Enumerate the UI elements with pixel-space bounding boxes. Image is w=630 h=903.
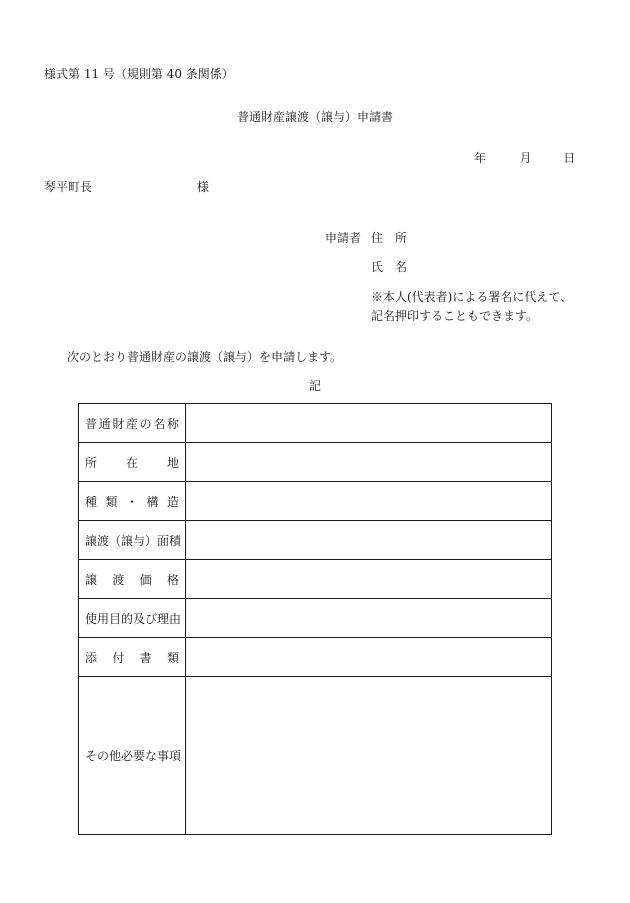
row-label-cell — [79, 443, 186, 482]
row-value-cell[interactable] — [186, 521, 552, 560]
row-label: 所 在 地 — [85, 455, 179, 470]
addressee-honorific: 様 — [197, 180, 210, 194]
row-label-cell — [79, 560, 186, 599]
row-label: 譲渡（譲与）面積 — [85, 533, 182, 548]
row-value-cell[interactable] — [186, 443, 552, 482]
signature-note-line1: ※本人(代表者)による署名に代えて、 — [371, 290, 573, 304]
table-row — [79, 677, 552, 835]
row-value-cell[interactable] — [186, 599, 552, 638]
date-line — [474, 151, 575, 165]
row-label: 普 通 財 産 の 名 称 — [85, 416, 179, 431]
address-label: 住 所 — [371, 231, 408, 245]
row-label-cell — [79, 404, 186, 443]
application-table — [78, 403, 552, 835]
ki-heading: 記 — [308, 379, 321, 393]
table-row — [79, 638, 552, 677]
row-value-cell[interactable] — [186, 404, 552, 443]
table-row — [79, 443, 552, 482]
row-label-cell — [79, 638, 186, 677]
date-day: 日 — [563, 151, 576, 165]
row-value-cell[interactable] — [186, 677, 552, 835]
table-row — [79, 560, 552, 599]
table-row — [79, 404, 552, 443]
row-label-cell — [79, 599, 186, 638]
table-row — [79, 482, 552, 521]
date-month: 月 — [519, 151, 532, 165]
row-label-cell — [79, 482, 186, 521]
row-label: その他必要な事項 — [85, 749, 182, 763]
form-number: 様式第 11 号（規則第 40 条関係） — [44, 67, 234, 81]
row-value-cell[interactable] — [186, 560, 552, 599]
date-year: 年 — [474, 151, 487, 165]
addressee-name: 琴平町長 — [44, 180, 93, 194]
form-title: 普通財産譲渡（譲与）申請書 — [236, 110, 393, 124]
addressee — [44, 180, 210, 194]
row-label-cell — [79, 521, 186, 560]
table-row — [79, 521, 552, 560]
row-label-cell — [79, 677, 186, 835]
row-label: 種 類 ・ 構 造 — [85, 494, 179, 509]
row-label: 使用目的及び理由 — [85, 611, 182, 626]
intro-text: 次のとおり普通財産の譲渡（譲与）を申請します。 — [67, 350, 343, 364]
table-row — [79, 599, 552, 638]
applicant-label: 申請者 — [325, 231, 362, 245]
row-value-cell[interactable] — [186, 482, 552, 521]
row-label: 譲 渡 価 格 — [85, 572, 179, 587]
name-label: 氏 名 — [371, 260, 408, 274]
row-value-cell[interactable] — [186, 638, 552, 677]
signature-note-line2: 記名押印することもできます。 — [371, 309, 539, 323]
signature-note — [371, 288, 611, 326]
row-label: 添 付 書 類 — [85, 650, 179, 665]
